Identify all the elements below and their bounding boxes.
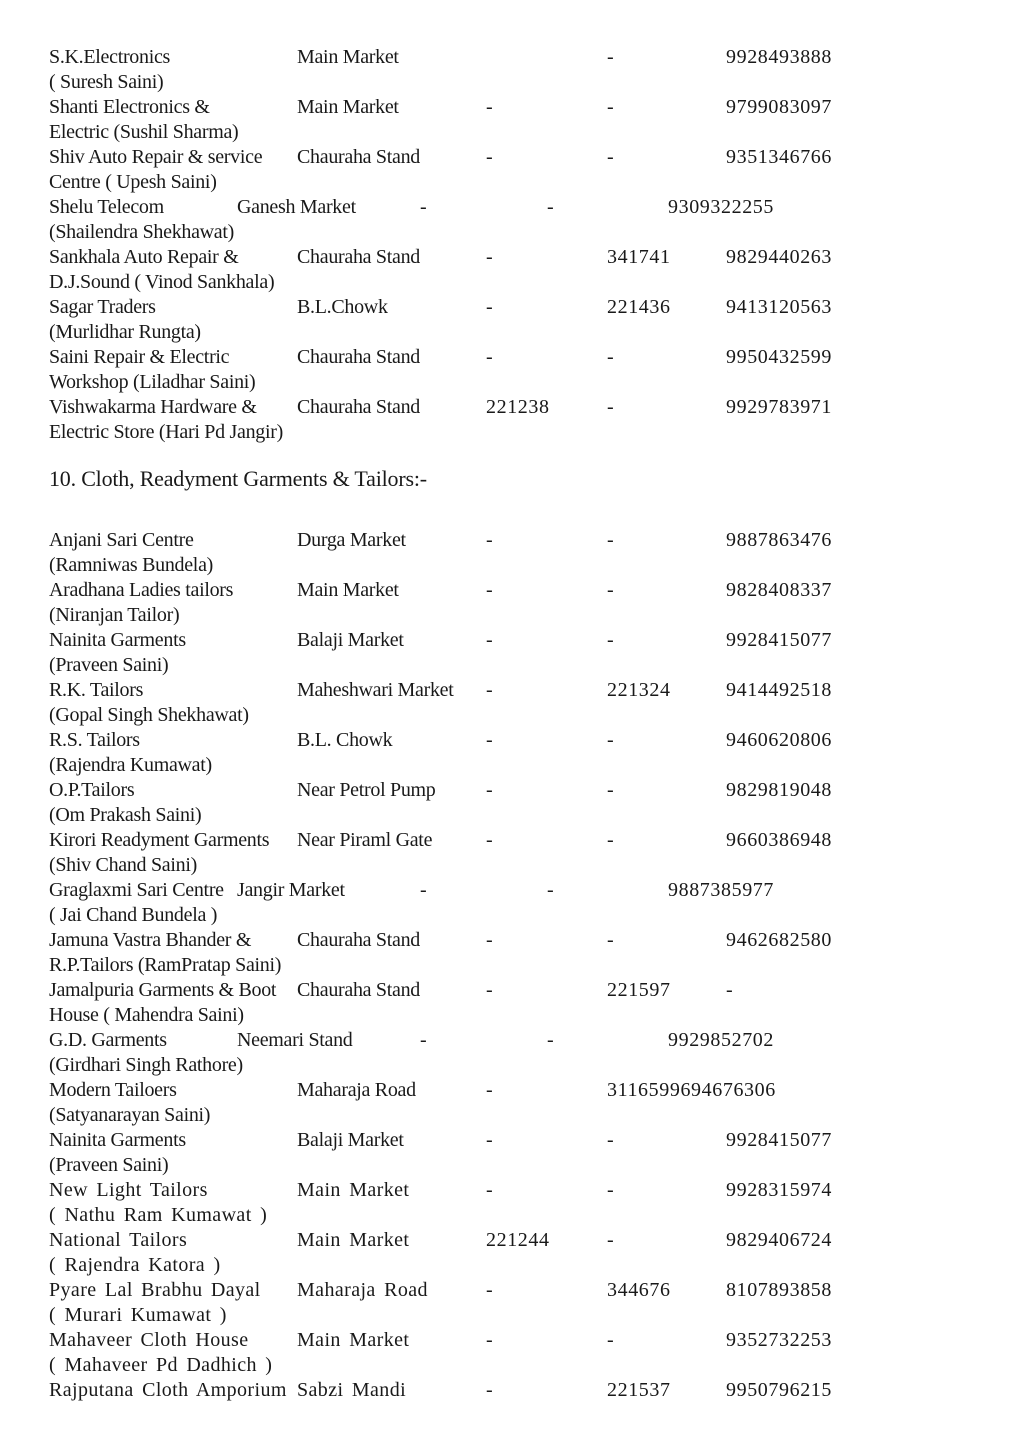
market-location: Maharaja Road	[297, 1279, 428, 1301]
business-name: Mahaveer Cloth House	[49, 1329, 249, 1351]
directory-entry	[0, 1328, 1024, 1378]
market-location: Chauraha Stand	[297, 246, 420, 268]
code-column-2: -	[607, 46, 615, 68]
phone-number: 9799083097	[726, 96, 832, 118]
entry-owner-line	[0, 1303, 1024, 1328]
business-name: Pyare Lal Brabhu Dayal	[49, 1279, 261, 1301]
entry-main-line	[0, 578, 1024, 603]
entry-owner-line	[0, 603, 1024, 628]
entry-main-line	[0, 145, 1024, 170]
phone-number: 9928315974	[726, 1179, 832, 1201]
business-name: Nainita Garments	[49, 1129, 186, 1151]
business-name: Sankhala Auto Repair &	[49, 246, 239, 268]
business-name: Sagar Traders	[49, 296, 156, 318]
phone-number: 9829406724	[726, 1229, 832, 1251]
directory-entry	[0, 95, 1024, 145]
owner-name: (Rajendra Kumawat)	[49, 754, 212, 776]
owner-name: (Praveen Saini)	[49, 654, 169, 676]
entry-owner-line	[0, 903, 1024, 928]
code-column-2: -	[547, 196, 555, 218]
directory-entry	[0, 528, 1024, 578]
phone-number: 9929852702	[668, 1029, 774, 1051]
market-location: Chauraha Stand	[297, 146, 420, 168]
business-name: Shanti Electronics &	[49, 96, 210, 118]
entry-owner-line	[0, 653, 1024, 678]
business-name: R.K. Tailors	[49, 679, 144, 701]
business-name: Shiv Auto Repair & service	[49, 146, 263, 168]
market-location: Main Market	[297, 96, 399, 118]
business-name: Jamalpuria Garments & Boot	[49, 979, 277, 1001]
phone-number: 9950432599	[726, 346, 832, 368]
code-column-2: -	[607, 579, 615, 601]
code-column-1: -	[486, 246, 494, 268]
phone-number: 9829819048	[726, 779, 832, 801]
directory-entry	[0, 1178, 1024, 1228]
directory-entry	[0, 728, 1024, 778]
phone-number: 9887385977	[668, 879, 774, 901]
code-column-1: -	[486, 1379, 494, 1401]
market-location: Main Market	[297, 579, 399, 601]
owner-name: ( Suresh Saini)	[49, 71, 164, 93]
market-location: Main Market	[297, 46, 399, 68]
entry-owner-line	[0, 703, 1024, 728]
directory-entry	[0, 628, 1024, 678]
business-name: Graglaxmi Sari Centre	[49, 879, 224, 901]
owner-name: R.P.Tailors (RamPratap Saini)	[49, 954, 282, 976]
business-name: Jamuna Vastra Bhander &	[49, 929, 252, 951]
code-column-2: -	[607, 1329, 615, 1351]
entry-owner-line	[0, 803, 1024, 828]
code-column-2: 341741	[607, 246, 671, 268]
entry-owner-line	[0, 953, 1024, 978]
phone-number: 9660386948	[726, 829, 832, 851]
code-column-2: 221324	[607, 679, 671, 701]
entry-main-line	[0, 928, 1024, 953]
phone-number: 9828408337	[726, 579, 832, 601]
entry-main-line	[0, 1078, 1024, 1103]
phone-number: 9414492518	[726, 679, 832, 701]
phone-number: 9929783971	[726, 396, 832, 418]
code-column-2: -	[607, 1229, 615, 1251]
code-column-1: -	[486, 96, 494, 118]
entry-owner-line	[0, 1103, 1024, 1128]
entry-main-line	[0, 778, 1024, 803]
business-name: Modern Tailoers	[49, 1079, 177, 1101]
owner-name: (Girdhari Singh Rathore)	[49, 1054, 243, 1076]
code-column-1: -	[486, 1179, 494, 1201]
entry-owner-line	[0, 1053, 1024, 1078]
code-column-2: 344676	[607, 1279, 671, 1301]
entry-owner-line	[0, 420, 1024, 445]
owner-name: ( Mahaveer Pd Dadhich )	[49, 1354, 273, 1376]
entry-main-line	[0, 195, 1024, 220]
business-name: Kirori Readyment Garments	[49, 829, 270, 851]
code-column-2: -	[547, 879, 555, 901]
phone-number: 9928415077	[726, 629, 832, 651]
code-column-1: -	[486, 346, 494, 368]
section-heading: 10. Cloth, Readyment Garments & Tailors:-	[49, 466, 427, 491]
code-column-2: -	[607, 929, 615, 951]
owner-name: (Praveen Saini)	[49, 1154, 169, 1176]
business-name: R.S. Tailors	[49, 729, 140, 751]
code-column-1: 221244	[486, 1229, 550, 1251]
entry-main-line	[0, 345, 1024, 370]
business-name: G.D. Garments	[49, 1029, 167, 1051]
entry-main-line	[0, 1278, 1024, 1303]
entry-owner-line	[0, 120, 1024, 145]
entry-main-line	[0, 678, 1024, 703]
entry-main-line	[0, 728, 1024, 753]
directory-entry	[0, 678, 1024, 728]
entry-main-line	[0, 1378, 1024, 1403]
code-column-1: -	[486, 629, 494, 651]
directory-entry	[0, 245, 1024, 295]
entry-owner-line	[0, 270, 1024, 295]
business-name: Nainita Garments	[49, 629, 186, 651]
market-location: Chauraha Stand	[297, 346, 420, 368]
directory-entry	[0, 195, 1024, 245]
market-location: B.L.Chowk	[297, 296, 388, 318]
business-name: S.K.Electronics	[49, 46, 171, 68]
business-name: National Tailors	[49, 1229, 188, 1251]
directory-entry	[0, 1278, 1024, 1328]
entry-main-line	[0, 395, 1024, 420]
code-column-1: -	[486, 979, 494, 1001]
owner-name: Centre ( Upesh Saini)	[49, 171, 217, 193]
directory-entry	[0, 1028, 1024, 1078]
owner-name: Electric (Sushil Sharma)	[49, 121, 239, 143]
market-location: Maharaja Road	[297, 1079, 416, 1101]
code-column-2: -	[607, 729, 615, 751]
code-column-1: -	[486, 779, 494, 801]
directory-entry	[0, 878, 1024, 928]
entry-owner-line	[0, 753, 1024, 778]
owner-name: Electric Store (Hari Pd Jangir)	[49, 421, 283, 443]
owner-name: (Shiv Chand Saini)	[49, 854, 197, 876]
market-location: Durga Market	[297, 529, 406, 551]
code-column-1: -	[486, 1129, 494, 1151]
owner-name: (Shailendra Shekhawat)	[49, 221, 235, 243]
market-location: Balaji Market	[297, 629, 404, 651]
business-name: Rajputana Cloth Amporium	[49, 1379, 287, 1401]
entry-owner-line	[0, 320, 1024, 345]
owner-name: (Om Prakash Saini)	[49, 804, 202, 826]
market-location: Main Market	[297, 1229, 410, 1251]
code-column-2: 221436	[607, 296, 671, 318]
code-column-1: -	[486, 529, 494, 551]
directory-entry	[0, 295, 1024, 345]
owner-name: (Niranjan Tailor)	[49, 604, 180, 626]
code-column-1: -	[420, 879, 428, 901]
code-column-2: -	[607, 629, 615, 651]
entry-main-line	[0, 1328, 1024, 1353]
code-column-2: -	[607, 1179, 615, 1201]
directory-entry	[0, 145, 1024, 195]
entry-owner-line	[0, 370, 1024, 395]
code-column-2: 3116599694676306	[607, 1079, 776, 1101]
code-column-1: -	[486, 1079, 494, 1101]
entry-owner-line	[0, 220, 1024, 245]
entry-owner-line	[0, 170, 1024, 195]
business-name: Anjani Sari Centre	[49, 529, 194, 551]
code-column-2: 221537	[607, 1379, 671, 1401]
entry-owner-line	[0, 853, 1024, 878]
market-location: Sabzi Mandi	[297, 1379, 407, 1401]
code-column-2: -	[607, 346, 615, 368]
entry-main-line	[0, 295, 1024, 320]
entry-main-line	[0, 1128, 1024, 1153]
phone-number: 9829440263	[726, 246, 832, 268]
directory-entry	[0, 578, 1024, 628]
code-column-2: -	[607, 829, 615, 851]
directory-entry	[0, 1078, 1024, 1128]
market-location: B.L. Chowk	[297, 729, 393, 751]
entry-main-line	[0, 95, 1024, 120]
code-column-2: -	[607, 529, 615, 551]
code-column-2: -	[607, 146, 615, 168]
entry-main-line	[0, 628, 1024, 653]
market-location: Chauraha Stand	[297, 929, 420, 951]
directory-entry	[0, 928, 1024, 978]
code-column-2: -	[547, 1029, 555, 1051]
code-column-1: -	[486, 146, 494, 168]
business-name: New Light Tailors	[49, 1179, 208, 1201]
code-column-2: -	[607, 1129, 615, 1151]
phone-number: 9462682580	[726, 929, 832, 951]
phone-number: 9928415077	[726, 1129, 832, 1151]
code-column-2: 221597	[607, 979, 671, 1001]
code-column-1: -	[486, 929, 494, 951]
directory-entry	[0, 828, 1024, 878]
market-location: Balaji Market	[297, 1129, 404, 1151]
entry-main-line	[0, 245, 1024, 270]
market-location: Main Market	[297, 1329, 410, 1351]
code-column-1: -	[486, 729, 494, 751]
entry-owner-line	[0, 553, 1024, 578]
entry-owner-line	[0, 1003, 1024, 1028]
owner-name: ( Jai Chand Bundela )	[49, 904, 218, 926]
phone-number: 9352732253	[726, 1329, 832, 1351]
market-location: Near Petrol Pump	[297, 779, 436, 801]
entry-owner-line	[0, 1153, 1024, 1178]
market-location: Near Piraml Gate	[297, 829, 433, 851]
owner-name: D.J.Sound ( Vinod Sankhala)	[49, 271, 275, 293]
entry-owner-line	[0, 70, 1024, 95]
directory-entry	[0, 1378, 1024, 1403]
business-name: Shelu Telecom	[49, 196, 164, 218]
owner-name: (Ramniwas Bundela)	[49, 554, 214, 576]
market-location: Main Market	[297, 1179, 410, 1201]
code-column-1: -	[420, 1029, 428, 1051]
code-column-1: -	[486, 829, 494, 851]
owner-name: (Gopal Singh Shekhawat)	[49, 704, 249, 726]
directory-entry	[0, 395, 1024, 445]
market-location: Jangir Market	[237, 879, 345, 901]
market-location: Chauraha Stand	[297, 979, 420, 1001]
directory-entry	[0, 345, 1024, 395]
code-column-1: -	[486, 579, 494, 601]
phone-number: 9460620806	[726, 729, 832, 751]
market-location: Maheshwari Market	[297, 679, 454, 701]
phone-number: 9928493888	[726, 46, 832, 68]
code-column-1: 221238	[486, 396, 550, 418]
owner-name: (Murlidhar Rungta)	[49, 321, 201, 343]
code-column-1: -	[420, 196, 428, 218]
entry-owner-line	[0, 1253, 1024, 1278]
entry-main-line	[0, 878, 1024, 903]
market-location: Chauraha Stand	[297, 396, 420, 418]
code-column-2: -	[607, 779, 615, 801]
directory-entry	[0, 778, 1024, 828]
entry-main-line	[0, 1028, 1024, 1053]
entry-main-line	[0, 45, 1024, 70]
business-name: Vishwakarma Hardware &	[49, 396, 257, 418]
phone-number: 9887863476	[726, 529, 832, 551]
owner-name: Workshop (Liladhar Saini)	[49, 371, 256, 393]
directory-list-electronics-repair	[0, 45, 1024, 445]
market-location: Ganesh Market	[237, 196, 356, 218]
code-column-1: -	[486, 679, 494, 701]
phone-number: 9309322255	[668, 196, 774, 218]
market-location: Neemari Stand	[237, 1029, 353, 1051]
directory-entry	[0, 1228, 1024, 1278]
code-column-1: -	[486, 1329, 494, 1351]
entry-owner-line	[0, 1353, 1024, 1378]
entry-main-line	[0, 978, 1024, 1003]
directory-list-cloth-garments-tailors	[0, 528, 1024, 1403]
phone-number: -	[726, 979, 734, 1001]
entry-main-line	[0, 1178, 1024, 1203]
directory-entry	[0, 978, 1024, 1028]
owner-name: House ( Mahendra Saini)	[49, 1004, 244, 1026]
directory-entry	[0, 1128, 1024, 1178]
directory-entry	[0, 45, 1024, 95]
code-column-2: -	[607, 396, 615, 418]
entry-owner-line	[0, 1203, 1024, 1228]
owner-name: ( Nathu Ram Kumawat )	[49, 1204, 268, 1226]
owner-name: ( Rajendra Katora )	[49, 1254, 221, 1276]
entry-main-line	[0, 828, 1024, 853]
phone-number: 9413120563	[726, 296, 832, 318]
owner-name: (Satyanarayan Saini)	[49, 1104, 211, 1126]
phone-number: 9950796215	[726, 1379, 832, 1401]
code-column-1: -	[486, 1279, 494, 1301]
business-name: Saini Repair & Electric	[49, 346, 230, 368]
owner-name: ( Murari Kumawat )	[49, 1304, 227, 1326]
entry-main-line	[0, 1228, 1024, 1253]
business-name: Aradhana Ladies tailors	[49, 579, 234, 601]
code-column-2: -	[607, 96, 615, 118]
phone-number: 9351346766	[726, 146, 832, 168]
phone-number: 8107893858	[726, 1279, 832, 1301]
entry-main-line	[0, 528, 1024, 553]
business-name: O.P.Tailors	[49, 779, 135, 801]
code-column-1: -	[486, 296, 494, 318]
